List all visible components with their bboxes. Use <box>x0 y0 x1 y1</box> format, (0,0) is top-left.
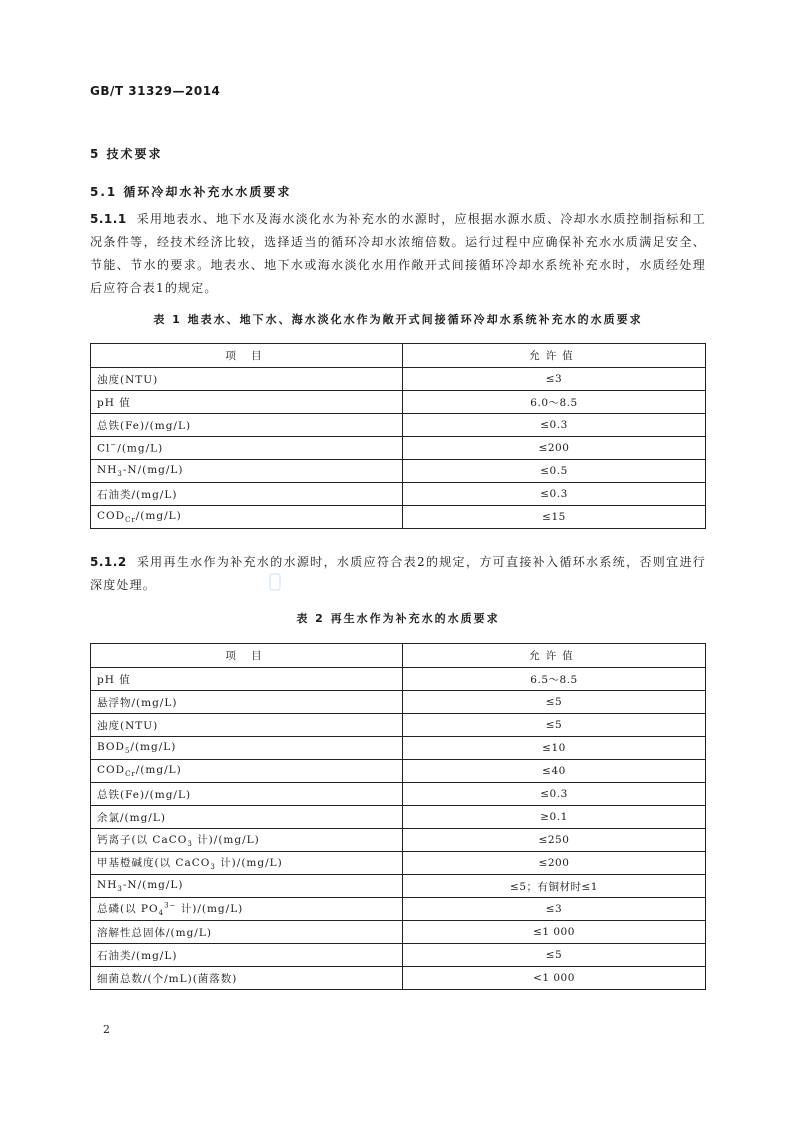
row-item <box>91 921 403 944</box>
table-row <box>91 691 706 714</box>
table-header-row <box>91 644 706 668</box>
row-value: ≤3 <box>403 898 706 921</box>
paragraph-5-1-1 <box>90 208 706 300</box>
table-row <box>91 668 706 691</box>
item-text: 浊度(NTU) <box>97 719 159 732</box>
row-value: ≤1 000 <box>403 921 706 944</box>
row-item <box>91 806 403 829</box>
row-value: ≤250 <box>403 829 706 852</box>
row-value: ≤10 <box>403 737 706 760</box>
header-value: 允许值 <box>403 644 706 668</box>
row-value: 6.0～8.5 <box>403 391 706 414</box>
row-value: ≤3 <box>403 368 706 391</box>
row-value: ≤40 <box>403 760 706 783</box>
watermark-icon <box>269 572 281 592</box>
row-value: 6.5～8.5 <box>403 668 706 691</box>
item-rest-text: -N/(mg/L) <box>122 878 184 891</box>
item-rest-text: /(mg/L) <box>135 763 182 776</box>
paragraph-number: 5.1.2 <box>90 555 127 569</box>
table-row <box>91 806 706 829</box>
header-item: 项 目 <box>91 344 403 368</box>
row-value: ≤0.3 <box>403 414 706 437</box>
table-row <box>91 829 706 852</box>
item-main-text: COD <box>97 763 126 776</box>
table-row <box>91 437 706 460</box>
row-value: ≤200 <box>403 437 706 460</box>
item-text: pH 值 <box>97 396 131 409</box>
item-main-text: NH <box>97 878 118 891</box>
table-row <box>91 460 706 483</box>
table-row <box>91 368 706 391</box>
item-text: 石油类/(mg/L) <box>97 949 178 962</box>
paragraph-text: 采用地表水、地下水及海水淡化水为补充水的水源时，应根据水源水质、冷却水水质控制指标和工况条件等，经技术经济比较，选择适当的循环冷却水浓缩倍数。运行过程中应确保补充水水质满足安全、节能、节水的要求。地表水、地下水或海水淡化水用作敞开式间接循环冷却水系统补充水时，水质经处理后应符合表1的规定。 <box>90 212 706 295</box>
item-rest-text: 计)/(mg/L) <box>215 856 283 869</box>
item-text: 浊度(NTU) <box>97 373 159 386</box>
item-sup-text: − <box>110 441 118 450</box>
table-row <box>91 391 706 414</box>
row-item <box>91 737 403 760</box>
item-main-text: COD <box>97 509 126 522</box>
item-text: pH 值 <box>97 673 131 686</box>
table-row <box>91 921 706 944</box>
item-main-text: NH <box>97 463 118 476</box>
section-5-heading: 5 技术要求 <box>90 147 163 161</box>
item-sub-text: Cr <box>125 770 136 779</box>
row-item <box>91 391 403 414</box>
row-item <box>91 898 403 921</box>
row-value: ≤5 <box>403 944 706 967</box>
item-sub-text: Cr <box>125 516 136 525</box>
row-item <box>91 967 403 990</box>
row-item <box>91 437 403 460</box>
paragraph-5-1-2 <box>90 551 706 597</box>
item-main-text: Cl <box>97 442 111 455</box>
item-rest-text: /(mg/L) <box>130 740 177 753</box>
table-row <box>91 852 706 875</box>
row-item <box>91 506 403 529</box>
item-rest-text: -N/(mg/L) <box>122 463 184 476</box>
item-rest-text: /(mg/L) <box>135 509 182 522</box>
item-text: 总铁(Fe)/(mg/L) <box>97 419 192 432</box>
header-value: 允许值 <box>403 344 706 368</box>
item-rest-text: 计)/(mg/L) <box>176 902 244 915</box>
row-value: ≤5 <box>403 714 706 737</box>
row-item <box>91 414 403 437</box>
row-item <box>91 368 403 391</box>
row-value: <1 000 <box>403 967 706 990</box>
table-row <box>91 714 706 737</box>
table-header-row <box>91 344 706 368</box>
table-row <box>91 483 706 506</box>
section-5-1-heading: 5.1 循环冷却水补充水水质要求 <box>90 185 292 199</box>
paragraph-number: 5.1.1 <box>90 212 127 226</box>
table-row <box>91 898 706 921</box>
table-row <box>91 967 706 990</box>
table-row <box>91 760 706 783</box>
row-item <box>91 714 403 737</box>
standard-code: GB/T 31329—2014 <box>90 84 221 98</box>
table-row <box>91 414 706 437</box>
table-1-caption: 表 1 地表水、地下水、海水淡化水作为敞开式间接循环冷却水系统补充水的水质要求 <box>153 313 643 326</box>
item-text: 余氯/(mg/L) <box>97 811 166 824</box>
row-value: ≤0.3 <box>403 483 706 506</box>
item-sub-text: 3 <box>187 840 193 849</box>
item-main-text: 总磷(以 PO <box>97 902 159 915</box>
row-value: ≤0.3 <box>403 783 706 806</box>
row-item <box>91 944 403 967</box>
table-row <box>91 783 706 806</box>
item-text: 溶解性总固体/(mg/L) <box>97 926 212 939</box>
item-rest-text: /(mg/L) <box>117 442 164 455</box>
page-number: 2 <box>103 1023 110 1036</box>
item-text: 总铁(Fe)/(mg/L) <box>97 788 192 801</box>
row-item <box>91 668 403 691</box>
table-2-caption: 表 2 再生水作为补充水的水质要求 <box>296 612 500 625</box>
item-sub-text: 4 <box>158 909 165 918</box>
table-row <box>91 506 706 529</box>
row-value: ≤0.5 <box>403 460 706 483</box>
row-item <box>91 829 403 852</box>
table-2 <box>90 643 706 990</box>
item-sub-text: 3 <box>117 470 123 479</box>
row-item <box>91 875 403 898</box>
item-sub-text: 3 <box>210 863 216 872</box>
item-sub-text: 5 <box>124 747 131 756</box>
row-value: ≤5；有铜材时≤1 <box>403 875 706 898</box>
row-value: ≤200 <box>403 852 706 875</box>
item-text: 悬浮物/(mg/L) <box>97 696 178 709</box>
paragraph-text: 采用再生水作为补充水的水源时，水质应符合表2的规定，方可直接补入循环水系统，否则宜进行深度处理。 <box>90 555 706 592</box>
item-main-text: 钙离子(以 CaCO <box>97 833 188 846</box>
item-main-text: BOD <box>97 740 125 753</box>
item-sub-text: 3 <box>117 885 123 894</box>
table-1 <box>90 343 706 529</box>
row-value: ≤15 <box>403 506 706 529</box>
item-rest-text: 计)/(mg/L) <box>192 833 260 846</box>
row-item <box>91 460 403 483</box>
row-item <box>91 852 403 875</box>
item-text: 细菌总数/(个/mL)(菌落数) <box>97 972 238 985</box>
row-item <box>91 691 403 714</box>
item-sup-text: 3− <box>164 901 177 910</box>
table-row <box>91 875 706 898</box>
item-main-text: 甲基橙碱度(以 CaCO <box>97 856 211 869</box>
header-item: 项 目 <box>91 644 403 668</box>
row-item <box>91 783 403 806</box>
row-value: ≤5 <box>403 691 706 714</box>
item-text: 石油类/(mg/L) <box>97 488 178 501</box>
table-row <box>91 737 706 760</box>
row-item <box>91 760 403 783</box>
row-value: ≥0.1 <box>403 806 706 829</box>
table-row <box>91 944 706 967</box>
row-item <box>91 483 403 506</box>
